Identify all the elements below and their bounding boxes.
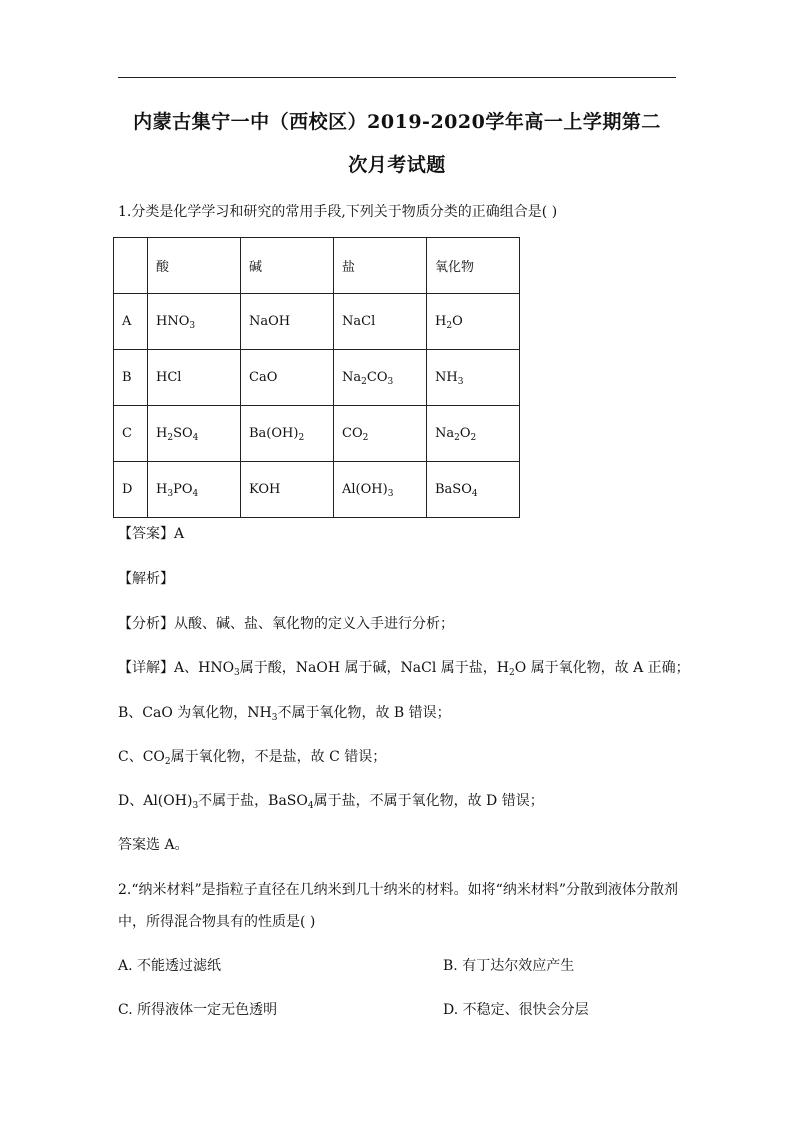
table-cell: $NH_3$ [427, 350, 520, 406]
question-1-stem: 1.分类是化学学习和研究的常用手段,下列关于物质分类的正确组合是( ) [118, 204, 558, 220]
table-cell: NaCl [334, 294, 427, 350]
table-cell: KOH [241, 462, 334, 518]
option-b: B. 有丁达尔效应产生 [443, 958, 575, 974]
table-header-cell: 氧化物 [427, 238, 520, 294]
header-rule [118, 77, 676, 78]
option-d: D. 不稳定、很快会分层 [443, 1002, 589, 1018]
table-cell: BaSO$_4$ [427, 462, 520, 518]
detail-line-d: D、$Al(OH)_3$不属于盐，BaSO$_4$属于盐，不属于氧化物，故 D 错误； [118, 793, 544, 811]
row-label: D [114, 462, 148, 518]
table-header-row [114, 238, 520, 294]
table-cell: CaO [241, 350, 334, 406]
detail-line-c: C、$CO_2$属于氧化物，不是盐，故 C 错误； [118, 749, 387, 767]
table-cell: $H_3PO_4$ [148, 462, 241, 518]
answer-line: 【答案】A [118, 526, 185, 542]
table-header-cell: 酸 [148, 238, 241, 294]
page-title: 内蒙古集宁一中（西校区）2019-2020学年高一上学期第二 [133, 111, 661, 133]
row-label: A [114, 294, 148, 350]
question-2-stem: 2.“纳米材料”是指粒子直径在几纳米到几十纳米的材料。如将“纳米材料”分散到液体分散剂 [118, 882, 678, 898]
table-cell: $Ba(OH)_2$ [241, 406, 334, 462]
table-header-cell: 碱 [241, 238, 334, 294]
table-cell: HCl [148, 350, 241, 406]
table-row [114, 462, 520, 518]
row-label: B [114, 350, 148, 406]
table-header-cell [114, 238, 148, 294]
table-row [114, 350, 520, 406]
table-cell: $HNO_3$ [148, 294, 241, 350]
table-header-cell: 盐 [334, 238, 427, 294]
row-label: C [114, 406, 148, 462]
table-row [114, 294, 520, 350]
classification-table [113, 237, 520, 518]
option-a: A. 不能透过滤纸 [118, 958, 222, 974]
table-cell: $Na_2CO_3$ [334, 350, 427, 406]
page-title-line2: 次月考试题 [348, 154, 446, 176]
conclusion-line: 答案选 A。 [118, 837, 189, 853]
question-2-stem-line2: 中，所得混合物具有的性质是( ) [118, 914, 316, 930]
detail-line-b: B、CaO 为氧化物，$NH_3$不属于氧化物，故 B 错误； [118, 705, 451, 723]
table-cell: $Na_2O_2$ [427, 406, 520, 462]
table-row [114, 406, 520, 462]
analysis-summary: 【分析】从酸、碱、盐、氧化物的定义入手进行分析； [118, 616, 454, 632]
table-cell: NaOH [241, 294, 334, 350]
option-c: C. 所得液体一定无色透明 [118, 1002, 278, 1018]
analysis-heading: 【解析】 [118, 571, 174, 587]
detail-line-a: 【详解】A、$HNO_3$属于酸，NaOH 属于碱，NaCl 属于盐，$H_2O$ 属于氧化物，故 A 正确； [118, 660, 690, 678]
table-cell: $Al(OH)_3$ [334, 462, 427, 518]
table-cell: $H_2O$ [427, 294, 520, 350]
table-cell: $H_2SO_4$ [148, 406, 241, 462]
table-cell: $CO_2$ [334, 406, 427, 462]
